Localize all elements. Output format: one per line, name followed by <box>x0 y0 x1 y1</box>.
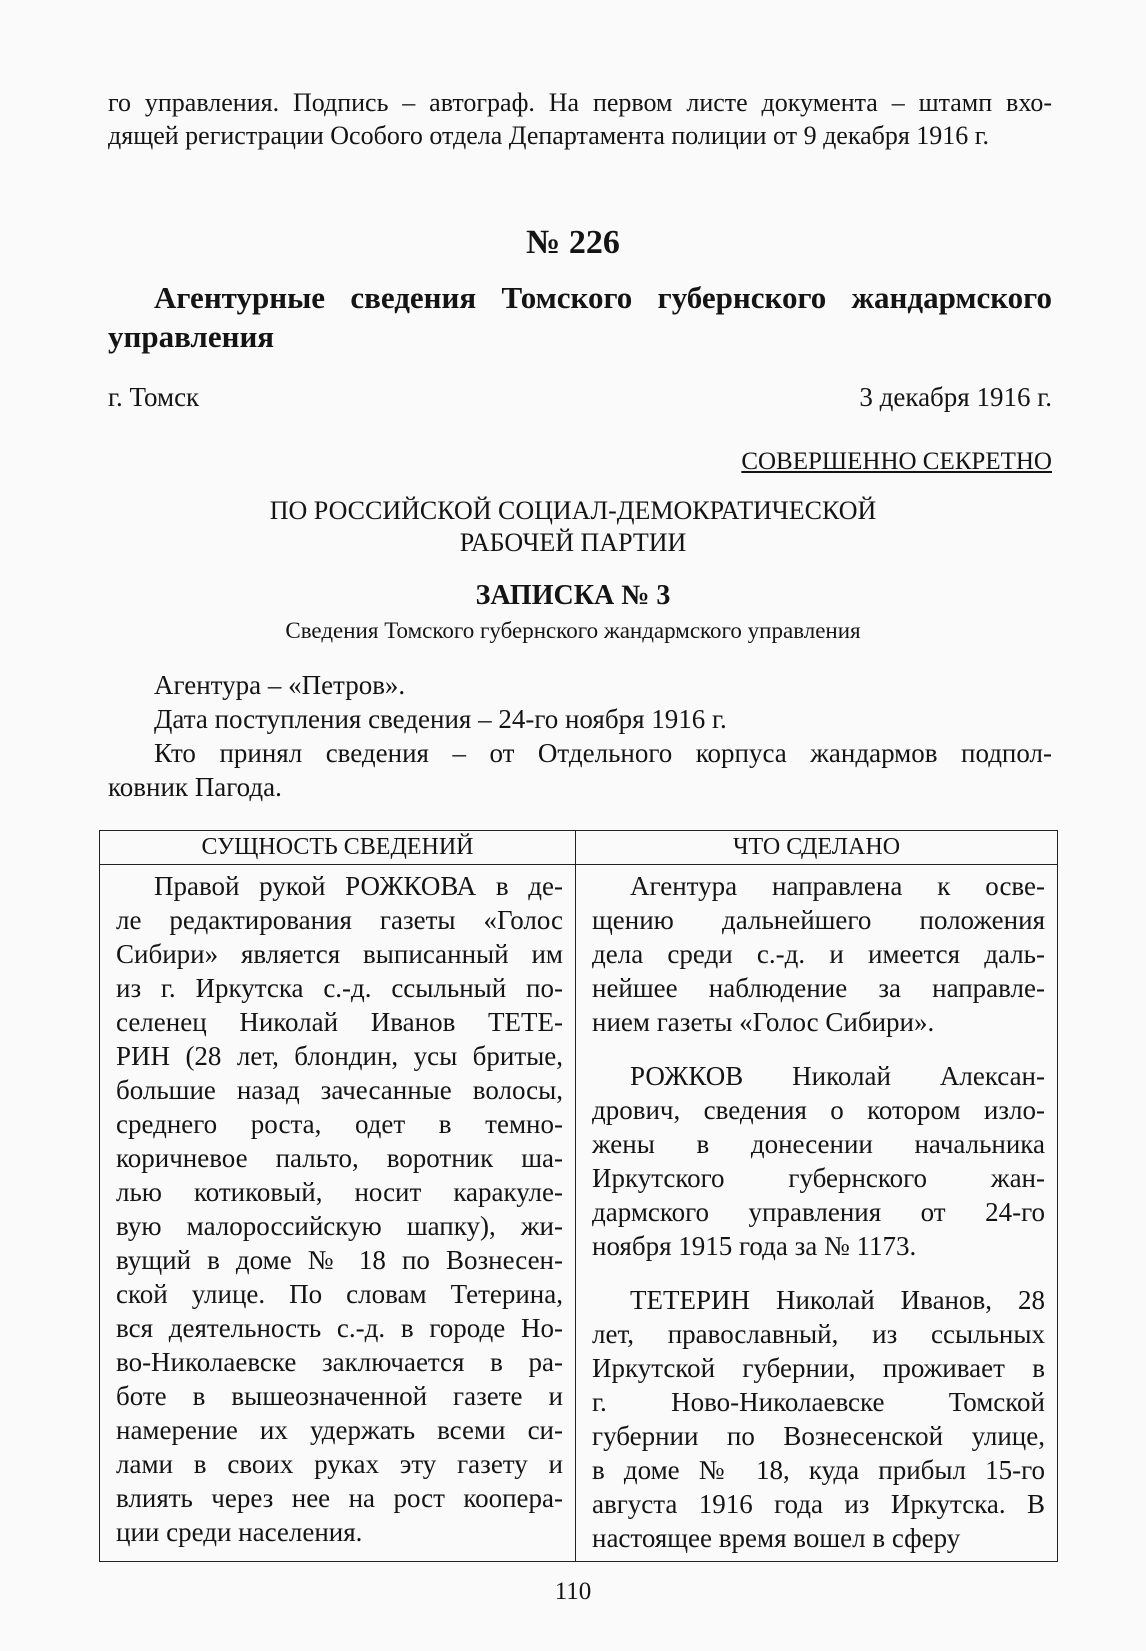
cell-line: августа 1916 года из Иркутска. В <box>592 1489 1045 1519</box>
secrecy-stamp: СОВЕРШЕННО СЕКРЕТНО <box>741 448 1052 475</box>
cell-line: РОЖКОВ Николай Алексан- <box>630 1061 1045 1091</box>
cell-line: Правой рукой РОЖКОВА в де- <box>154 871 563 901</box>
document-number: № 226 <box>526 224 620 261</box>
cell-line: из г. Иркутска с.-д. ссыльный по- <box>116 973 563 1003</box>
report-fields <box>108 668 1052 804</box>
document-date: 3 декабря 1916 г. <box>859 382 1052 412</box>
party-line: ПО РОССИЙСКОЙ СОЦИАЛ-ДЕМОКРАТИЧЕСКОЙ <box>269 496 877 525</box>
note-title: ЗАПИСКА № 3 <box>475 580 671 611</box>
cell-line: дрович, сведения о котором изло- <box>592 1095 1045 1125</box>
party-line: РАБОЧЕЙ ПАРТИИ <box>459 528 687 557</box>
cell-line: дармского управления от 24-го <box>592 1197 1045 1227</box>
actions-cell <box>576 865 1058 1562</box>
cell-line: Иркутского губернского жан- <box>592 1163 1045 1193</box>
cell-line: ской улице. По словам Тетерина, <box>116 1279 563 1309</box>
cell-line: коричневое пальто, воротник ша- <box>116 1143 563 1173</box>
cell-line: губернии по Вознесенской улице, <box>592 1421 1045 1451</box>
cell-line: Иркутской губернии, проживает в <box>592 1353 1045 1383</box>
intro-line: го управления. Подпись – автограф. На первом листе документа – штамп вхо- <box>108 88 1052 117</box>
cell-line: влиять через нее на рост коопера- <box>116 1483 563 1513</box>
cell-line: г. Ново-Николаевске Томской <box>592 1387 1045 1417</box>
cell-line: нейшее наблюдение за направле- <box>592 973 1045 1003</box>
column-header-actions: ЧТО СДЕЛАНО <box>576 831 1058 865</box>
cell-line: Агентура направлена к осве- <box>630 871 1045 901</box>
cell-line: боте в вышеозначенной газете и <box>116 1381 563 1411</box>
cell-line: Сибири» является выписанный им <box>116 939 563 969</box>
city: г. Томск <box>108 382 200 412</box>
actions-text <box>592 869 1045 1555</box>
cell-line: ноября 1915 года за № 1173. <box>592 1231 917 1261</box>
cell-line: лет, православный, из ссыльных <box>592 1319 1045 1349</box>
note-subtitle: Сведения Томского губернского жандармского управления <box>285 618 861 643</box>
intro-paragraph <box>108 86 1052 152</box>
cell-line: дела среди с.-д. и имеется даль- <box>592 939 1045 969</box>
page-number: 110 <box>554 1578 592 1605</box>
actions-paragraph <box>592 869 1045 1039</box>
cell-line: настоящее время вошел в сферу <box>592 1523 961 1553</box>
intro-line: дящей регистрации Особого отдела Департамента полиции от 9 декабря 1916 г. <box>108 121 990 150</box>
cell-line: ТЕТЕРИН Николай Иванов, 28 <box>630 1285 1045 1315</box>
cell-line: ле редактирования газеты «Голос <box>116 905 563 935</box>
party-heading <box>0 495 1146 559</box>
column-header-essence: СУЩНОСТЬ СВЕДЕНИЙ <box>100 831 576 865</box>
cell-line: во-Николаевске заключается в ра- <box>116 1347 563 1377</box>
cell-line: РИН (28 лет, блондин, усы бритые, <box>116 1041 563 1071</box>
cell-line: в доме № 18, куда прибыл 15-го <box>592 1455 1045 1485</box>
agent-field: Агентура – «Петров». <box>154 670 406 700</box>
table-row <box>100 865 1058 1562</box>
cell-line: вущий в доме № 18 по Вознесен- <box>116 1245 563 1275</box>
receiver-field-line: ковник Пагода. <box>108 772 282 802</box>
cell-line: нием газеты «Голос Сибири». <box>592 1007 935 1037</box>
table-header-row <box>100 831 1058 865</box>
received-date-field: Дата поступления сведения – 24-го ноября 1916 г. <box>154 704 727 734</box>
cell-line: намерение их удержать всеми си- <box>116 1415 563 1445</box>
cell-line: щению дальнейшего положения <box>592 905 1045 935</box>
receiver-field-line: Кто принял сведения – от Отдельного корпуса жандармов подпол- <box>154 738 1052 768</box>
essence-cell <box>100 865 576 1562</box>
cell-line: селенец Николай Иванов ТЕТЕ- <box>116 1007 563 1037</box>
cell-line: большие назад зачесанные волосы, <box>116 1075 563 1105</box>
cell-line: лью котиковый, носит каракуле- <box>116 1177 563 1207</box>
actions-paragraph <box>592 1059 1045 1263</box>
cell-line: лами в своих руках эту газету и <box>116 1449 563 1479</box>
cell-line: вся деятельность с.-д. в городе Но- <box>116 1313 563 1343</box>
title-line: управления <box>108 319 275 354</box>
report-table <box>99 830 1058 1562</box>
cell-line: ции среди населения. <box>116 1517 363 1547</box>
title-line: Агентурные сведения Томского губернского жандармского <box>154 280 1052 315</box>
cell-line: жены в донесении начальника <box>592 1129 1045 1159</box>
actions-paragraph <box>592 1283 1045 1555</box>
document-title <box>108 278 1052 356</box>
cell-line: вую малороссийскую шапку), жи- <box>116 1211 563 1241</box>
cell-line: среднего роста, одет в темно- <box>116 1109 563 1139</box>
essence-text <box>116 869 563 1549</box>
